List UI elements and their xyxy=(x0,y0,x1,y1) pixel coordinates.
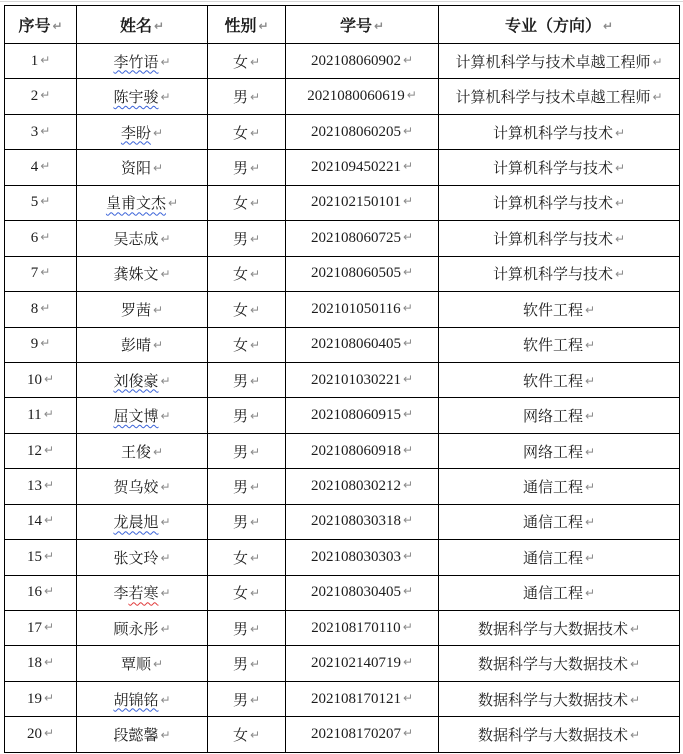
end-of-cell-marker: ↵ xyxy=(249,161,261,176)
cell-student-name: 覃顺 ↵ xyxy=(77,646,208,681)
cell-major: 通信工程 ↵ xyxy=(439,469,680,504)
cell-row-number: 18 ↵ xyxy=(5,646,77,681)
end-of-cell-marker: ↵ xyxy=(584,338,596,353)
table-row xyxy=(5,575,680,610)
cell-student-id: 202108170110 ↵ xyxy=(286,611,439,646)
cell-student-id: 202109450221 ↵ xyxy=(286,150,439,185)
cell-major: 计算机科学与技术 ↵ xyxy=(439,256,680,291)
end-of-cell-marker: ↵ xyxy=(43,477,55,492)
cell-row-number: 4 ↵ xyxy=(5,150,77,185)
cell-student-id: 202102140719 ↵ xyxy=(286,646,439,681)
spellcheck-squiggle-blue: 屈文博 xyxy=(113,409,159,426)
cell-student-id: 202108060205 ↵ xyxy=(286,114,439,149)
end-of-cell-marker: ↵ xyxy=(43,442,55,457)
end-of-cell-marker: ↵ xyxy=(584,444,596,459)
end-of-cell-marker: ↵ xyxy=(249,54,261,69)
end-of-cell-marker: ↵ xyxy=(40,88,51,103)
end-of-cell-marker: ↵ xyxy=(402,584,414,599)
cell-row-number: 3 ↵ xyxy=(5,114,77,149)
cell-student-name: 龚姝文 ↵ xyxy=(77,256,208,291)
header-no-label: 序号 xyxy=(18,18,51,35)
end-of-cell-marker: ↵ xyxy=(402,371,414,386)
end-of-cell-marker: ↵ xyxy=(249,338,261,353)
cell-major: 计算机科学与技术 ↵ xyxy=(439,185,680,220)
end-of-cell-marker: ↵ xyxy=(402,407,414,422)
end-of-cell-marker: ↵ xyxy=(249,302,261,317)
end-of-cell-marker: ↵ xyxy=(629,621,641,636)
cell-student-name: 贺乌姣 ↵ xyxy=(77,469,208,504)
cell-gender: 女 ↵ xyxy=(208,44,286,79)
end-of-cell-marker: ↵ xyxy=(402,52,414,67)
end-of-cell-marker: ↵ xyxy=(160,728,171,743)
end-of-cell-marker: ↵ xyxy=(614,161,626,176)
cell-major: 软件工程 ↵ xyxy=(439,292,680,327)
cell-student-id: 202108030303 ↵ xyxy=(286,540,439,575)
cell-student-name: 吴志成 ↵ xyxy=(77,221,208,256)
cell-row-number: 9 ↵ xyxy=(5,327,77,362)
end-of-cell-marker: ↵ xyxy=(402,726,414,741)
spellcheck-squiggle-blue: 龙晨旭 xyxy=(113,515,159,532)
end-of-cell-marker: ↵ xyxy=(160,409,171,424)
cell-major: 数据科学与大数据技术 ↵ xyxy=(439,646,680,681)
cell-major: 通信工程 ↵ xyxy=(439,540,680,575)
cell-student-id: 202108030212 ↵ xyxy=(286,469,439,504)
spellcheck-squiggle-blue: 刘俊豪 xyxy=(113,373,159,390)
header-row xyxy=(5,6,680,44)
end-of-cell-marker: ↵ xyxy=(43,619,55,634)
end-of-cell-marker: ↵ xyxy=(402,442,414,457)
spellcheck-squiggle-blue: 皇甫文杰 xyxy=(105,196,166,213)
cell-row-number: 13 ↵ xyxy=(5,469,77,504)
end-of-cell-marker: ↵ xyxy=(160,231,171,246)
table-row xyxy=(5,221,680,256)
end-of-cell-marker: ↵ xyxy=(160,373,171,388)
cell-major: 数据科学与大数据技术 ↵ xyxy=(439,681,680,716)
header-name xyxy=(77,6,208,44)
end-of-cell-marker: ↵ xyxy=(152,125,164,140)
end-of-cell-marker: ↵ xyxy=(584,373,596,388)
cell-gender: 女 ↵ xyxy=(208,575,286,610)
end-of-cell-marker: ↵ xyxy=(402,300,413,315)
end-of-cell-marker: ↵ xyxy=(152,657,164,672)
cell-row-number: 10 ↵ xyxy=(5,362,77,397)
end-of-cell-marker: ↵ xyxy=(160,90,171,105)
cell-row-number: 17 ↵ xyxy=(5,611,77,646)
cell-gender: 女 ↵ xyxy=(208,185,286,220)
cell-major: 软件工程 ↵ xyxy=(439,362,680,397)
cell-gender: 男 ↵ xyxy=(208,646,286,681)
cell-major: 软件工程 ↵ xyxy=(439,327,680,362)
end-of-cell-marker: ↵ xyxy=(40,123,51,138)
end-of-cell-marker: ↵ xyxy=(614,125,626,140)
end-of-cell-marker: ↵ xyxy=(584,409,596,424)
end-of-cell-marker: ↵ xyxy=(160,550,171,565)
cell-row-number: 11 ↵ xyxy=(5,398,77,433)
end-of-cell-marker: ↵ xyxy=(402,336,414,351)
cell-major: 计算机科学与技术卓越工程师 ↵ xyxy=(439,44,680,79)
end-of-cell-marker: ↵ xyxy=(402,655,414,670)
cell-row-number: 8 ↵ xyxy=(5,292,77,327)
cell-student-name xyxy=(77,504,208,539)
cell-student-id: 202108170207 ↵ xyxy=(286,717,439,753)
cell-student-name: 彭晴 ↵ xyxy=(77,327,208,362)
page-top-border xyxy=(0,1,683,2)
header-major-label: 专业（方向） xyxy=(504,18,601,35)
table-row xyxy=(5,150,680,185)
cell-student-id: 202108030318 ↵ xyxy=(286,504,439,539)
cell-row-number: 7 ↵ xyxy=(5,256,77,291)
header-student-id xyxy=(286,6,439,44)
end-of-cell-marker: ↵ xyxy=(249,479,261,494)
cell-gender: 女 ↵ xyxy=(208,114,286,149)
table-row xyxy=(5,469,680,504)
end-of-cell-marker: ↵ xyxy=(43,726,55,741)
table-row xyxy=(5,292,680,327)
end-of-cell-marker: ↵ xyxy=(160,479,171,494)
end-of-cell-marker: ↵ xyxy=(249,125,261,140)
table-row xyxy=(5,114,680,149)
end-of-cell-marker: ↵ xyxy=(40,52,51,67)
end-of-cell-marker: ↵ xyxy=(249,621,261,636)
table-row xyxy=(5,398,680,433)
cell-row-number: 1 ↵ xyxy=(5,44,77,79)
cell-student-id: 202102150101 ↵ xyxy=(286,185,439,220)
student-roster-table xyxy=(4,5,680,753)
end-of-cell-marker: ↵ xyxy=(258,19,269,33)
cell-major: 计算机科学与技术卓越工程师 ↵ xyxy=(439,79,680,114)
table-row xyxy=(5,717,680,753)
end-of-cell-marker: ↵ xyxy=(614,196,626,211)
end-of-cell-marker: ↵ xyxy=(160,621,171,636)
end-of-cell-marker: ↵ xyxy=(406,88,417,103)
end-of-cell-marker: ↵ xyxy=(249,550,261,565)
end-of-cell-marker: ↵ xyxy=(402,619,413,634)
end-of-cell-marker: ↵ xyxy=(584,479,596,494)
end-of-cell-marker: ↵ xyxy=(614,231,626,246)
end-of-cell-marker: ↵ xyxy=(584,515,596,530)
cell-row-number: 5 ↵ xyxy=(5,185,77,220)
end-of-cell-marker: ↵ xyxy=(584,586,596,601)
end-of-cell-marker: ↵ xyxy=(43,548,55,563)
cell-student-name: 段懿馨 ↵ xyxy=(77,717,208,753)
cell-gender: 女 ↵ xyxy=(208,540,286,575)
end-of-cell-marker: ↵ xyxy=(43,513,55,528)
end-of-cell-marker: ↵ xyxy=(40,159,51,174)
end-of-cell-marker: ↵ xyxy=(249,90,261,105)
end-of-cell-marker: ↵ xyxy=(249,657,261,672)
end-of-cell-marker: ↵ xyxy=(402,194,414,209)
end-of-cell-marker: ↵ xyxy=(652,90,663,105)
end-of-cell-marker: ↵ xyxy=(402,513,414,528)
end-of-cell-marker: ↵ xyxy=(249,444,261,459)
cell-row-number: 16 ↵ xyxy=(5,575,77,610)
cell-gender: 男 ↵ xyxy=(208,469,286,504)
cell-major: 计算机科学与技术 ↵ xyxy=(439,150,680,185)
cell-row-number: 12 ↵ xyxy=(5,433,77,468)
cell-student-name xyxy=(77,79,208,114)
cell-gender: 男 ↵ xyxy=(208,362,286,397)
end-of-cell-marker: ↵ xyxy=(249,196,261,211)
cell-major: 计算机科学与技术 ↵ xyxy=(439,221,680,256)
end-of-cell-marker: ↵ xyxy=(249,515,261,530)
end-of-cell-marker: ↵ xyxy=(402,159,414,174)
table-row xyxy=(5,327,680,362)
cell-gender: 男 ↵ xyxy=(208,611,286,646)
spellcheck-squiggle-blue: 胡锦铭 xyxy=(113,692,159,709)
cell-student-id: 202108060725 ↵ xyxy=(286,221,439,256)
cell-student-name xyxy=(77,114,208,149)
cell-row-number: 14 ↵ xyxy=(5,504,77,539)
cell-row-number: 6 ↵ xyxy=(5,221,77,256)
end-of-cell-marker: ↵ xyxy=(153,19,165,33)
spellcheck-squiggle-blue: 李盼 xyxy=(120,125,151,142)
end-of-cell-marker: ↵ xyxy=(40,194,51,209)
end-of-cell-marker: ↵ xyxy=(249,692,261,707)
end-of-cell-marker: ↵ xyxy=(249,373,261,388)
cell-row-number: 19 ↵ xyxy=(5,681,77,716)
end-of-cell-marker: ↵ xyxy=(402,690,414,705)
cell-student-name: 资阳 ↵ xyxy=(77,150,208,185)
cell-gender: 男 ↵ xyxy=(208,150,286,185)
end-of-cell-marker: ↵ xyxy=(614,267,626,282)
cell-student-id: 202101030221 ↵ xyxy=(286,362,439,397)
end-of-cell-marker: ↵ xyxy=(402,548,414,563)
cell-student-id: 202108060505 ↵ xyxy=(286,256,439,291)
cell-student-id: 202108030405 ↵ xyxy=(286,575,439,610)
end-of-cell-marker: ↵ xyxy=(152,444,164,459)
end-of-cell-marker: ↵ xyxy=(602,19,614,33)
end-of-cell-marker: ↵ xyxy=(249,231,261,246)
header-gender-label: 性别 xyxy=(224,18,257,35)
cell-major: 通信工程 ↵ xyxy=(439,504,680,539)
end-of-cell-marker: ↵ xyxy=(584,550,596,565)
end-of-cell-marker: ↵ xyxy=(43,371,55,386)
end-of-cell-marker: ↵ xyxy=(584,302,596,317)
end-of-cell-marker: ↵ xyxy=(160,54,171,69)
cell-gender: 男 ↵ xyxy=(208,79,286,114)
cell-student-name: 张文玲 ↵ xyxy=(77,540,208,575)
end-of-cell-marker: ↵ xyxy=(402,123,414,138)
end-of-cell-marker: ↵ xyxy=(52,19,63,33)
end-of-cell-marker: ↵ xyxy=(402,477,414,492)
table-row xyxy=(5,79,680,114)
cell-student-name xyxy=(77,185,208,220)
end-of-cell-marker: ↵ xyxy=(402,265,414,280)
table-row xyxy=(5,681,680,716)
cell-gender: 女 ↵ xyxy=(208,292,286,327)
table-row xyxy=(5,504,680,539)
table-row xyxy=(5,256,680,291)
cell-student-id: 202101050116 ↵ xyxy=(286,292,439,327)
cell-gender: 女 ↵ xyxy=(208,327,286,362)
cell-student-id: 2021080060619 ↵ xyxy=(286,79,439,114)
cell-gender: 男 ↵ xyxy=(208,398,286,433)
cell-major: 数据科学与大数据技术 ↵ xyxy=(439,717,680,753)
spellcheck-squiggle-blue: 陈宇骏 xyxy=(113,90,159,107)
end-of-cell-marker: ↵ xyxy=(43,407,54,422)
end-of-cell-marker: ↵ xyxy=(43,584,55,599)
cell-student-name xyxy=(77,362,208,397)
end-of-cell-marker: ↵ xyxy=(160,692,171,707)
cell-major: 计算机科学与技术 ↵ xyxy=(439,114,680,149)
end-of-cell-marker: ↵ xyxy=(160,515,171,530)
cell-row-number: 20 ↵ xyxy=(5,717,77,753)
end-of-cell-marker: ↵ xyxy=(40,336,51,351)
header-gender xyxy=(208,6,286,44)
cell-student-name: 罗茜 ↵ xyxy=(77,292,208,327)
end-of-cell-marker: ↵ xyxy=(40,229,51,244)
end-of-cell-marker: ↵ xyxy=(152,338,164,353)
cell-gender: 男 ↵ xyxy=(208,433,286,468)
table-row xyxy=(5,362,680,397)
table-row xyxy=(5,611,680,646)
cell-major: 通信工程 ↵ xyxy=(439,575,680,610)
cell-major: 数据科学与大数据技术 ↵ xyxy=(439,611,680,646)
end-of-cell-marker: ↵ xyxy=(43,690,55,705)
end-of-cell-marker: ↵ xyxy=(249,409,261,424)
cell-major: 网络工程 ↵ xyxy=(439,433,680,468)
end-of-cell-marker: ↵ xyxy=(167,196,179,211)
end-of-cell-marker: ↵ xyxy=(629,728,641,743)
end-of-cell-marker: ↵ xyxy=(160,267,171,282)
spellcheck-squiggle-blue: 李竹语 xyxy=(113,54,159,71)
end-of-cell-marker: ↵ xyxy=(40,265,51,280)
cell-student-id: 202108060918 ↵ xyxy=(286,433,439,468)
end-of-cell-marker: ↵ xyxy=(652,54,663,69)
table-row xyxy=(5,433,680,468)
header-no xyxy=(5,6,77,44)
spellcheck-squiggle-red: 若寒 xyxy=(128,586,159,603)
cell-gender: 男 ↵ xyxy=(208,221,286,256)
cell-student-name xyxy=(77,44,208,79)
cell-student-name: 李若寒 ↵ xyxy=(77,575,208,610)
end-of-cell-marker: ↵ xyxy=(629,657,641,672)
cell-student-name: 王俊 ↵ xyxy=(77,433,208,468)
end-of-cell-marker: ↵ xyxy=(629,692,641,707)
cell-gender: 男 ↵ xyxy=(208,504,286,539)
table-row xyxy=(5,44,680,79)
cell-row-number: 15 ↵ xyxy=(5,540,77,575)
end-of-cell-marker: ↵ xyxy=(249,728,261,743)
end-of-cell-marker: ↵ xyxy=(373,19,385,33)
cell-major: 网络工程 ↵ xyxy=(439,398,680,433)
table-row xyxy=(5,185,680,220)
end-of-cell-marker: ↵ xyxy=(152,161,164,176)
end-of-cell-marker: ↵ xyxy=(402,229,414,244)
header-name-label: 姓名 xyxy=(119,18,152,35)
cell-student-name xyxy=(77,681,208,716)
cell-student-id: 202108060902 ↵ xyxy=(286,44,439,79)
cell-student-name: 顾永彤 ↵ xyxy=(77,611,208,646)
cell-gender: 男 ↵ xyxy=(208,681,286,716)
header-student-id-label: 学号 xyxy=(339,18,372,35)
cell-student-name xyxy=(77,398,208,433)
table-row xyxy=(5,540,680,575)
cell-row-number: 2 ↵ xyxy=(5,79,77,114)
table-row xyxy=(5,646,680,681)
cell-gender: 女 ↵ xyxy=(208,256,286,291)
header-major xyxy=(439,6,680,44)
cell-student-id: 202108060405 ↵ xyxy=(286,327,439,362)
cell-student-id: 202108170121 ↵ xyxy=(286,681,439,716)
end-of-cell-marker: ↵ xyxy=(152,302,164,317)
cell-gender: 女 ↵ xyxy=(208,717,286,753)
end-of-cell-marker: ↵ xyxy=(43,655,55,670)
end-of-cell-marker: ↵ xyxy=(249,267,261,282)
end-of-cell-marker: ↵ xyxy=(160,586,171,601)
end-of-cell-marker: ↵ xyxy=(40,300,51,315)
end-of-cell-marker: ↵ xyxy=(249,586,261,601)
cell-student-id: 202108060915 ↵ xyxy=(286,398,439,433)
